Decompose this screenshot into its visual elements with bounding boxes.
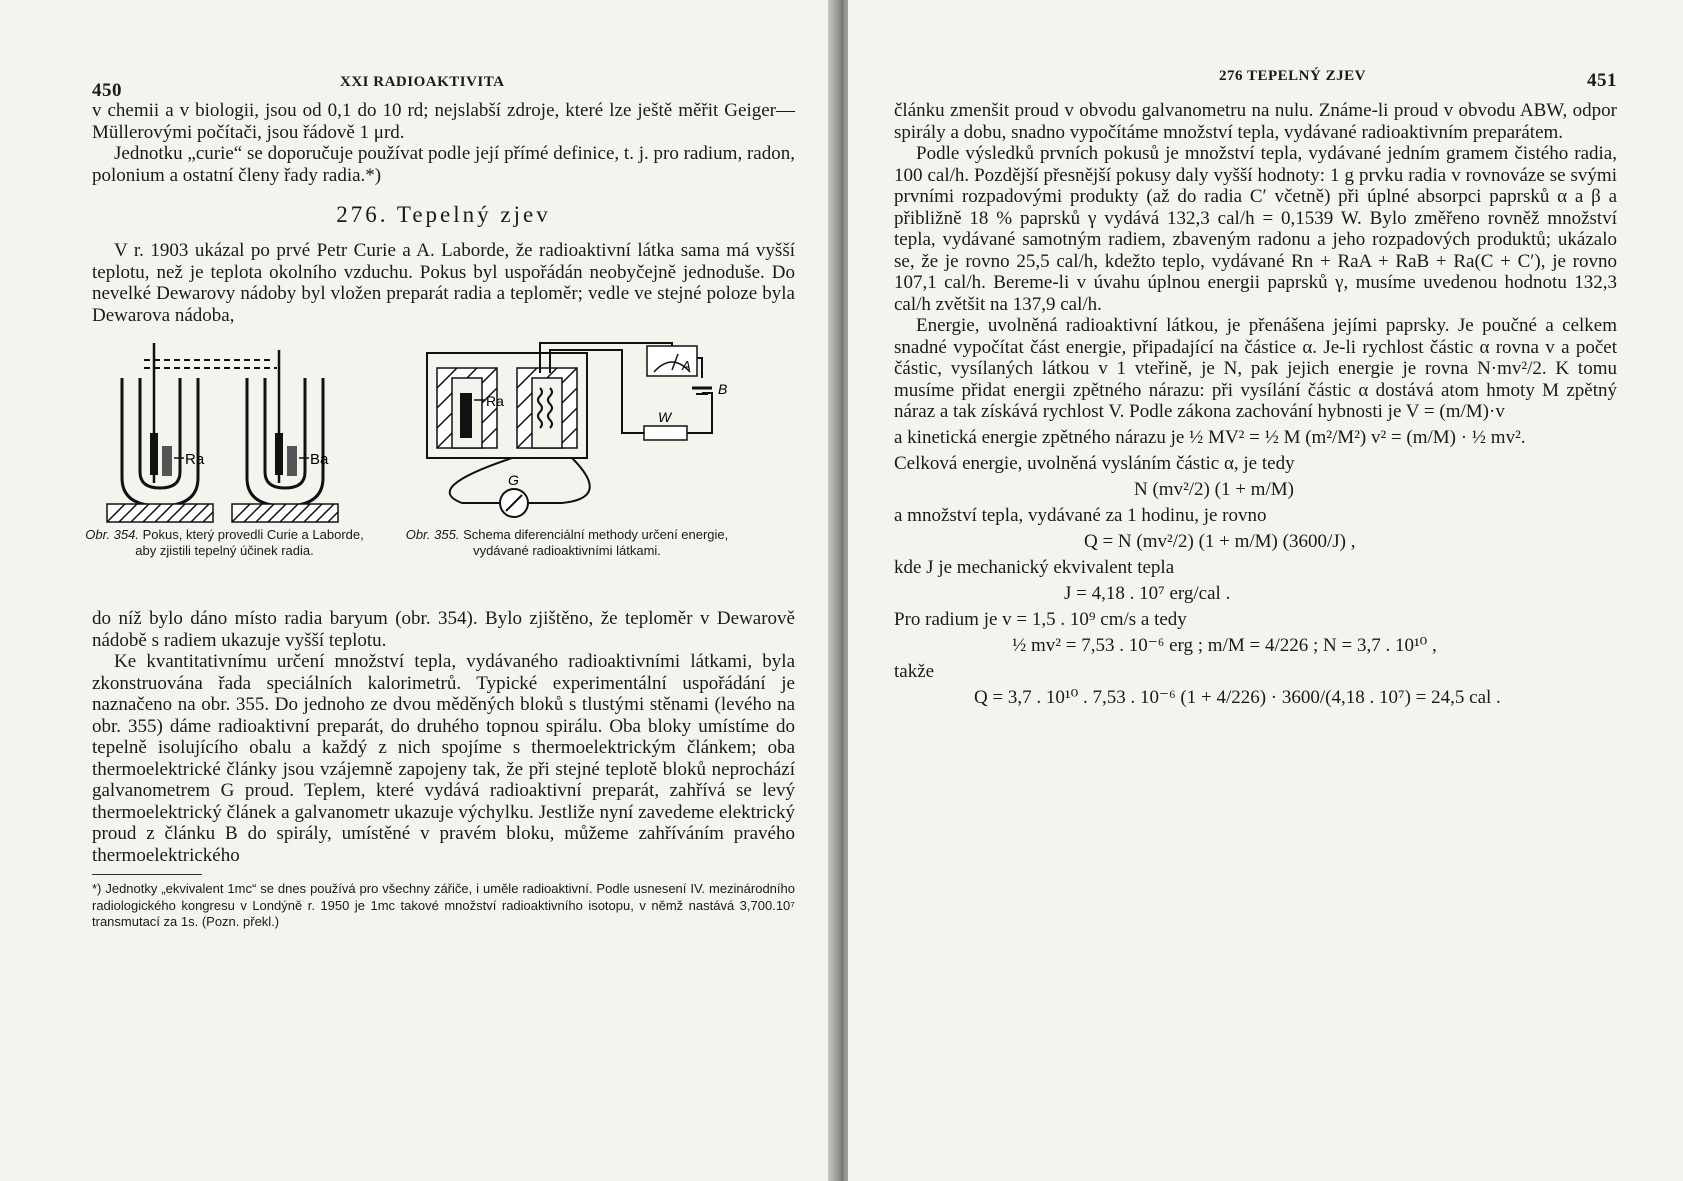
paragraph-3: Energie, uvolněná radioaktivní látkou, je přenášena jejími paprsky. Je poučné a celkem snadné vypočítat část energie, připadající na částice α. Je-li rychlost částic α rovna v a počet částic, vysílaných látkou v 1 vteřině, je N, pak jejich energie je rovna N·mv²/2. K tomu musíme přidat energii zpětného nárazu: při vysílání částic α dostává atom hmoty M zpětný náraz a tak získává rychlost V. Podle zákona zachování hybnosti je V = (m/M)·v [894,315,1617,422]
radium-values-line: Pro radium je v = 1,5 . 10⁹ cm/s a tedy [894,608,1187,630]
figure-354-label-ra: Ra [185,451,205,468]
figure-355-label-b: B [718,381,728,397]
figure-355-caption [382,527,752,559]
section-paragraph: V r. 1903 ukázal po prvé Petr Curie a A. Laborde, že radioaktivní látka sama má vyšší teplotu, než je teplota okolního vzduchu. Pokus byl uspořádán neobyčejně jednoduše. Do nevelké Dewarovy nádoby byl vložen preparát radia a teploměr; vedle ve stejné poloze byla Dewarova nádoba, [92,240,795,326]
page-number-left: 450 [92,80,122,101]
footnote: *) Jednotky „ekvivalent 1mc“ se dnes používá pro všechny zářiče, i uměle radioaktivní. Podle usnesení IV. mezinárodního radiologického kongresu v Londýně r. 1950 je 1mc takové množství radioaktivního isotopu, v němž nastává 3,700.10⁷ transmutací za 1s. (Pozn. překl.) [92,881,795,929]
formula-j: J = 4,18 . 10⁷ erg/cal . [1064,582,1231,604]
left-page [0,0,835,1181]
formula-heat: Q = N (mv²/2) (1 + m/M) (3600/J) , [1084,530,1356,552]
total-energy-intro: Celková energie, uvolněná vysláním částic α, je tedy [894,452,1295,474]
figure-355-caption-text: Schema diferenciální methody určení energie, vydávané radioaktivními látkami. [463,527,729,558]
intro-paragraph: v chemii a v biologii, jsou od 0,1 do 10 rd; nejslabší zdroje, které lze ještě měřit Geiger—Müllerovými počítači, jsou řádově 1 μrd. [92,100,795,143]
kinetic-energy-line: a kinetická energie zpětného nárazu je ½ MV² = ½ M (m²/M²) v² = (m/M) · ½ mv². [894,426,1526,448]
figure-354-caption-text: Pokus, který provedli Curie a Laborde, aby zjistili tepelný účinek radia. [135,527,364,558]
curie-paragraph: Jednotku „curie“ se doporučuje používat podle její přímé definice, t. j. pro radium, radon, polonium a ostatní členy řady radia.*) [92,143,795,186]
takze-label: takže [894,660,935,682]
section-title: 276. Tepelný zjev [336,202,551,227]
figure-355-drawing [382,338,752,523]
chapter-header-right: 276 TEPELNÝ ZJEV [1219,68,1366,84]
paragraph-after-figures: do níž bylo dáno místo radia baryum (obr. 354). Bylo zjištěno, že teploměr v Dewarově nádobě s radiem ukazuje vyšší teplotu. [92,608,795,651]
figure-355-label-w: W [658,409,672,425]
mechanical-equivalent-line: kde J je mechanický ekvivalent tepla [894,556,1175,578]
figure-354-drawing [82,338,367,523]
figure-355-caption-label: Obr. 355. [405,527,460,542]
figure-355 [382,338,752,559]
figure-355-label-a: A [682,358,691,373]
formula-result: Q = 3,7 . 10¹⁰ . 7,53 . 10⁻⁶ (1 + 4/226) · 3600/(4,18 . 10⁷) = 24,5 cal . [974,686,1501,708]
paragraph-2: Podle výsledků prvních pokusů je množství tepla, vydávané jedním gramem čistého radia, 100 cal/h. Pozdější přesnější pokusy daly vyšší hodnoty: 1 g prvku radia v rovnováze se svými prvními rozpadovými produkty (až do radia C′ včetně) při úplné absorpci paprsků α a β a přibližně 18 % paprsků γ vydává 132,3 cal/h = 0,1539 W. Bylo změřeno rovněž množství tepla, vydávané samotným radiem, zbaveným radonu a jeho rozpadových produktů; ukázalo se, že je rovno 25,5 cal/h, kdežto teplo, vydávané Rn + RaA + RaB + Ra(C + C′), je rovno 107,1 cal/h. Bereme-li v úvahu úplnou energii paprsků γ, musíme uvedenou hodnotu 132,3 cal/h zvětšit na 137,9 cal/h. [894,143,1617,315]
right-page [848,0,1683,1181]
paragraph-1: článku zmenšit proud v obvodu galvanometru na nulu. Známe-li proud v obvodu ABW, odpor spirály a dobu, snadno vypočítáme množství tepla, vydávané radioaktivním preparátem. [894,100,1617,143]
chapter-header-left: XXI RADIOAKTIVITA [340,74,505,90]
figures-row [85,338,795,608]
figure-354-caption [82,527,367,559]
figure-354-label-ba: Ba [310,451,329,468]
heat-intro: a množství tepla, vydávané za 1 hodinu, je rovno [894,504,1267,526]
figure-355-label-ra: Ra [486,393,504,409]
figure-354 [82,338,367,559]
page-number-right: 451 [1587,70,1617,91]
calorimeter-paragraph: Ke kvantitativnímu určení množství tepla, vydávaného radioaktivními látkami, byla zkonstruována řada speciálních kalorimetrů. Typické experimentální uspořádání je naznačeno na obr. 355. Do jednoho ze dvou měděných bloků s tlustými stěnami (levého na obr. 355) dáme radioaktivní preparát, do druhého topnou spirálu. Oba bloky umístíme do tepelně isolujícího obalu a každý z nich spojíme s thermoelektrickým článkem; oba thermoelektrické články jsou vzájemně zapojeny tak, že při stejné teplotě bloků neprochází galvanometrem G proud. Teplem, které vydává radioaktivní preparát, zahřívá se levý thermoelektrický článek a galvanometr ukazuje výchylku. Jestliže nyní zavedeme elektrický proud z článku B do spirály, umístěné v pravém bloku, můžeme zahříváním pravého thermoelektrického [92,651,795,866]
figure-355-label-g: G [508,472,519,488]
running-head-left [92,66,795,100]
footnote-rule [92,874,202,875]
formula-values: ½ mv² = 7,53 . 10⁻⁶ erg ; m/M = 4/226 ; N = 3,7 . 10¹⁰ , [1012,634,1437,656]
figure-354-caption-label: Obr. 354. [85,527,139,542]
formula-total-energy: N (mv²/2) (1 + m/M) [1134,478,1294,500]
running-head-right [894,66,1617,100]
